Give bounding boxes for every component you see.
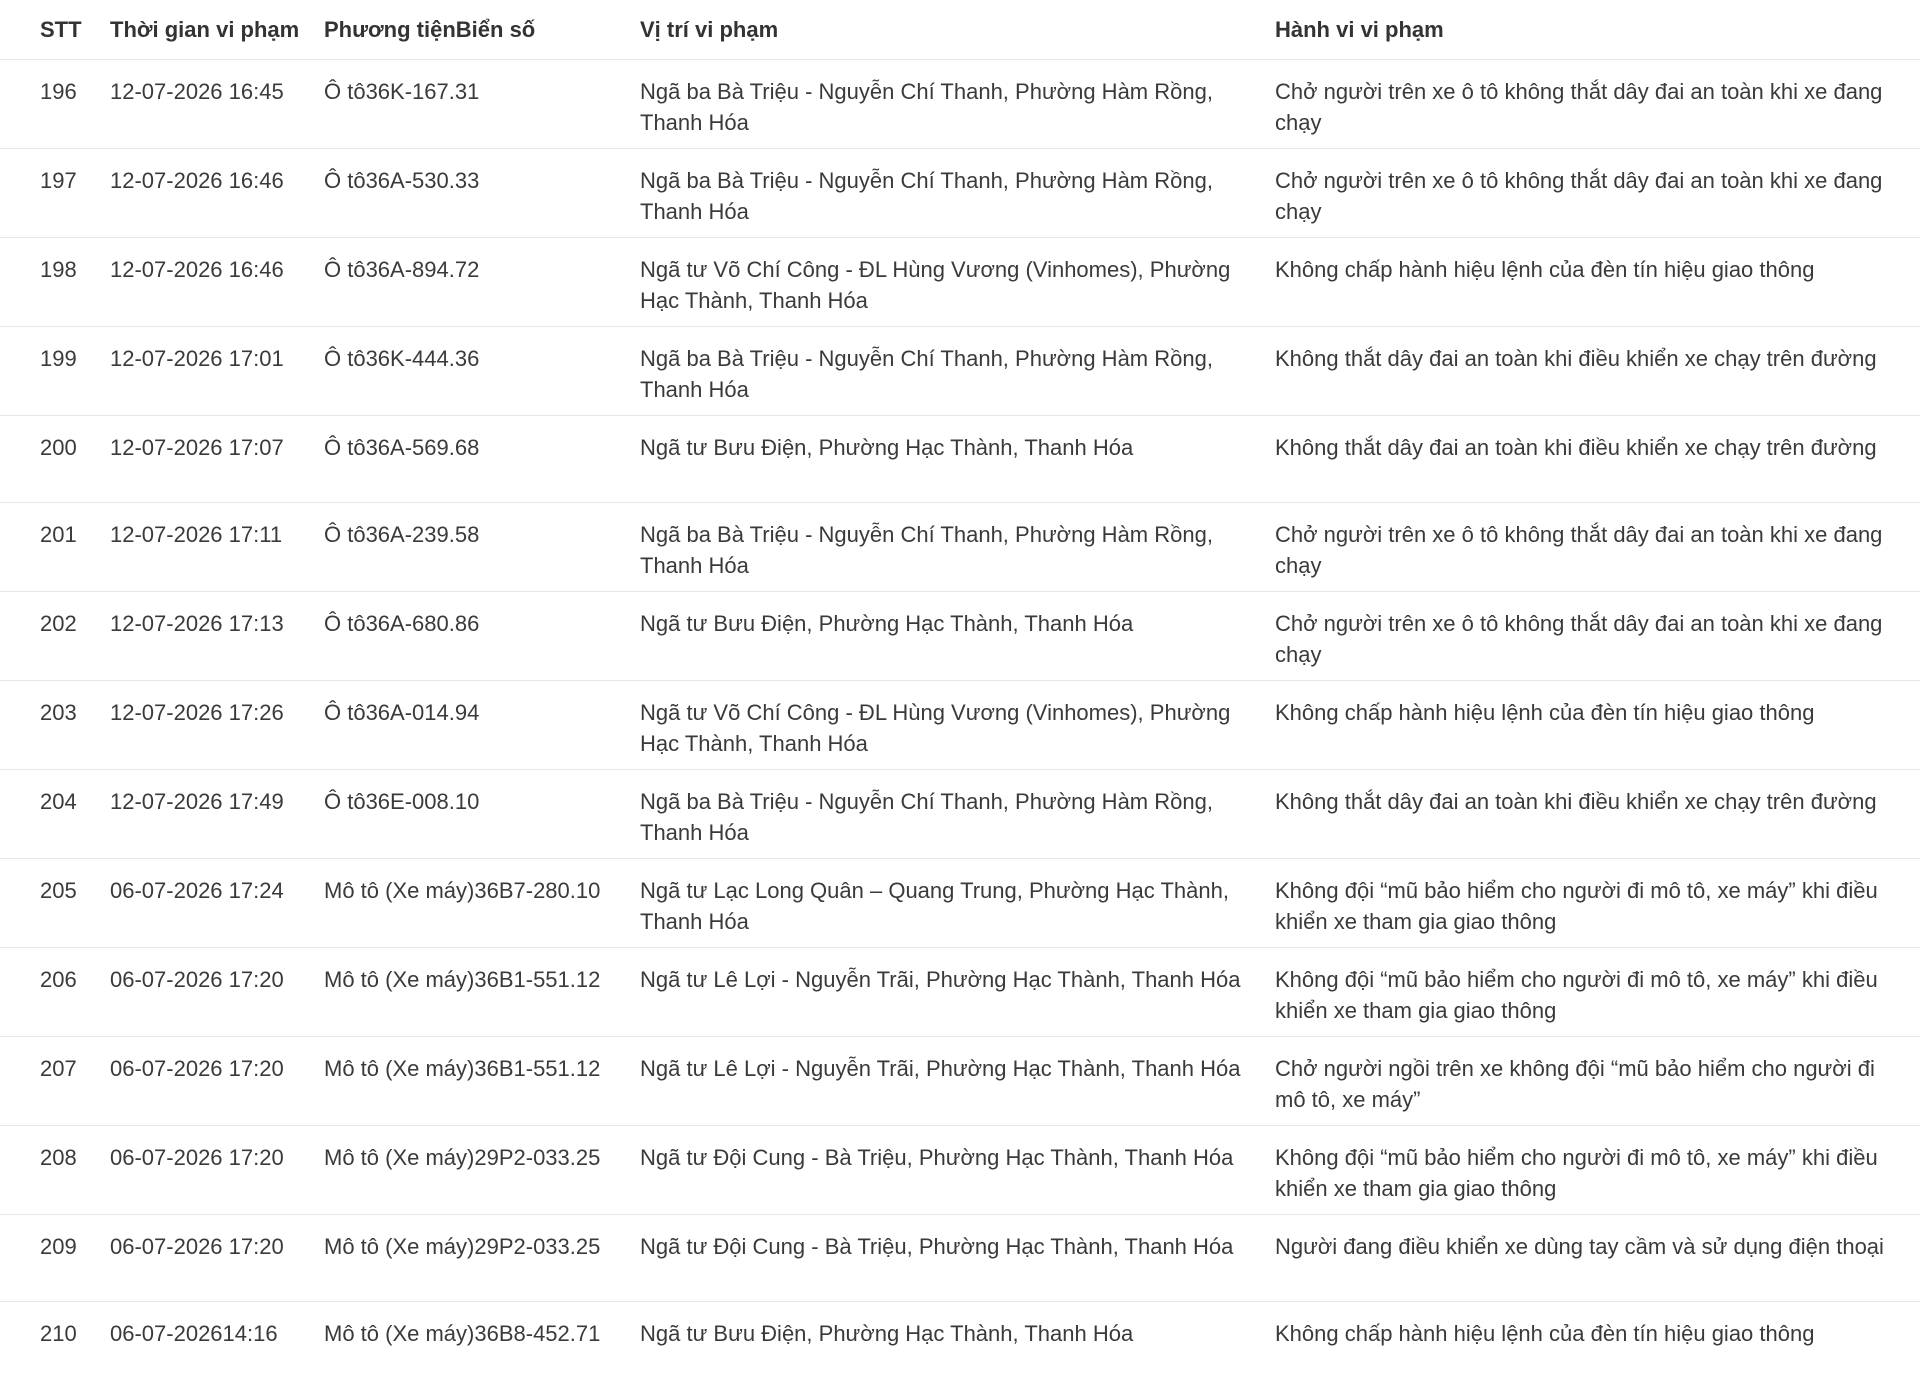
- table-row[interactable]: [0, 60, 1920, 149]
- cell-stt: 208: [0, 1126, 110, 1215]
- cell-violation-behavior: Không chấp hành hiệu lệnh của đèn tín hiệu giao thông: [1275, 1302, 1920, 1388]
- cell-vehicle-plate: Ô tô36K-167.31: [324, 60, 640, 149]
- cell-stt: 203: [0, 681, 110, 770]
- cell-location: Ngã ba Bà Triệu - Nguyễn Chí Thanh, Phường Hàm Rồng, Thanh Hóa: [640, 60, 1275, 149]
- cell-location: Ngã tư Đội Cung - Bà Triệu, Phường Hạc Thành, Thanh Hóa: [640, 1215, 1275, 1302]
- cell-stt: 197: [0, 149, 110, 238]
- cell-violation-time: 12-07-2026 17:11: [110, 503, 324, 592]
- cell-violation-time: 12-07-2026 16:46: [110, 238, 324, 327]
- table-row[interactable]: [0, 592, 1920, 681]
- table-row[interactable]: [0, 1126, 1920, 1215]
- cell-vehicle-plate: Mô tô (Xe máy)36B1-551.12: [324, 948, 640, 1037]
- cell-location: Ngã ba Bà Triệu - Nguyễn Chí Thanh, Phường Hàm Rồng, Thanh Hóa: [640, 327, 1275, 416]
- cell-location: Ngã tư Lê Lợi - Nguyễn Trãi, Phường Hạc Thành, Thanh Hóa: [640, 1037, 1275, 1126]
- cell-vehicle-plate: Mô tô (Xe máy)29P2-033.25: [324, 1126, 640, 1215]
- cell-stt: 204: [0, 770, 110, 859]
- table-row[interactable]: [0, 859, 1920, 948]
- cell-violation-time: 12-07-2026 16:45: [110, 60, 324, 149]
- cell-location: Ngã tư Võ Chí Công - ĐL Hùng Vương (Vinhomes), Phường Hạc Thành, Thanh Hóa: [640, 681, 1275, 770]
- cell-violation-time: 06-07-2026 17:24: [110, 859, 324, 948]
- cell-stt: 196: [0, 60, 110, 149]
- cell-violation-time: 12-07-2026 16:46: [110, 149, 324, 238]
- cell-stt: 207: [0, 1037, 110, 1126]
- cell-violation-behavior: Không thắt dây đai an toàn khi điều khiển xe chạy trên đường: [1275, 416, 1920, 503]
- cell-violation-time: 12-07-2026 17:49: [110, 770, 324, 859]
- cell-location: Ngã tư Võ Chí Công - ĐL Hùng Vương (Vinhomes), Phường Hạc Thành, Thanh Hóa: [640, 238, 1275, 327]
- cell-vehicle-plate: Mô tô (Xe máy)36B1-551.12: [324, 1037, 640, 1126]
- cell-violation-behavior: Không chấp hành hiệu lệnh của đèn tín hiệu giao thông: [1275, 681, 1920, 770]
- cell-violation-behavior: Không thắt dây đai an toàn khi điều khiển xe chạy trên đường: [1275, 327, 1920, 416]
- cell-vehicle-plate: Ô tô36A-569.68: [324, 416, 640, 503]
- cell-location: Ngã tư Lê Lợi - Nguyễn Trãi, Phường Hạc Thành, Thanh Hóa: [640, 948, 1275, 1037]
- cell-stt: 209: [0, 1215, 110, 1302]
- cell-vehicle-plate: Ô tô36E-008.10: [324, 770, 640, 859]
- cell-stt: 210: [0, 1302, 110, 1388]
- header-stt[interactable]: STT: [0, 0, 110, 60]
- header-time[interactable]: Thời gian vi phạm: [110, 0, 324, 60]
- cell-vehicle-plate: Mô tô (Xe máy)36B8-452.71: [324, 1302, 640, 1388]
- cell-violation-behavior: Chở người trên xe ô tô không thắt dây đai an toàn khi xe đang chạy: [1275, 503, 1920, 592]
- cell-violation-behavior: Không chấp hành hiệu lệnh của đèn tín hiệu giao thông: [1275, 238, 1920, 327]
- cell-vehicle-plate: Ô tô36A-680.86: [324, 592, 640, 681]
- table-row[interactable]: [0, 1215, 1920, 1302]
- cell-violation-behavior: Người đang điều khiển xe dùng tay cầm và sử dụng điện thoại: [1275, 1215, 1920, 1302]
- cell-violation-behavior: Không đội “mũ bảo hiểm cho người đi mô tô, xe máy” khi điều khiển xe tham gia giao thông: [1275, 1126, 1920, 1215]
- cell-vehicle-plate: Ô tô36K-444.36: [324, 327, 640, 416]
- cell-violation-time: 12-07-2026 17:13: [110, 592, 324, 681]
- cell-location: Ngã tư Bưu Điện, Phường Hạc Thành, Thanh Hóa: [640, 592, 1275, 681]
- cell-violation-time: 06-07-202614:16: [110, 1302, 324, 1388]
- cell-violation-time: 12-07-2026 17:26: [110, 681, 324, 770]
- cell-violation-behavior: Chở người trên xe ô tô không thắt dây đai an toàn khi xe đang chạy: [1275, 60, 1920, 149]
- cell-stt: 198: [0, 238, 110, 327]
- header-violation[interactable]: Hành vi vi phạm: [1275, 0, 1920, 60]
- table-row[interactable]: [0, 149, 1920, 238]
- cell-violation-behavior: Chở người ngồi trên xe không đội “mũ bảo hiểm cho người đi mô tô, xe máy”: [1275, 1037, 1920, 1126]
- cell-violation-time: 06-07-2026 17:20: [110, 1215, 324, 1302]
- table-row[interactable]: [0, 416, 1920, 503]
- cell-vehicle-plate: Ô tô36A-014.94: [324, 681, 640, 770]
- cell-location: Ngã ba Bà Triệu - Nguyễn Chí Thanh, Phường Hàm Rồng, Thanh Hóa: [640, 770, 1275, 859]
- cell-violation-time: 06-07-2026 17:20: [110, 1037, 324, 1126]
- cell-location: Ngã tư Đội Cung - Bà Triệu, Phường Hạc Thành, Thanh Hóa: [640, 1126, 1275, 1215]
- cell-stt: 199: [0, 327, 110, 416]
- cell-violation-behavior: Chở người trên xe ô tô không thắt dây đai an toàn khi xe đang chạy: [1275, 592, 1920, 681]
- header-row: [0, 0, 1920, 60]
- table-row[interactable]: [0, 948, 1920, 1037]
- cell-violation-behavior: Chở người trên xe ô tô không thắt dây đai an toàn khi xe đang chạy: [1275, 149, 1920, 238]
- cell-violation-behavior: Không đội “mũ bảo hiểm cho người đi mô tô, xe máy” khi điều khiển xe tham gia giao thông: [1275, 948, 1920, 1037]
- cell-violation-time: 06-07-2026 17:20: [110, 948, 324, 1037]
- cell-violation-time: 12-07-2026 17:01: [110, 327, 324, 416]
- cell-location: Ngã tư Bưu Điện, Phường Hạc Thành, Thanh Hóa: [640, 1302, 1275, 1388]
- cell-vehicle-plate: Ô tô36A-530.33: [324, 149, 640, 238]
- cell-stt: 206: [0, 948, 110, 1037]
- table-row[interactable]: [0, 503, 1920, 592]
- cell-location: Ngã tư Bưu Điện, Phường Hạc Thành, Thanh Hóa: [640, 416, 1275, 503]
- cell-location: Ngã ba Bà Triệu - Nguyễn Chí Thanh, Phường Hàm Rồng, Thanh Hóa: [640, 503, 1275, 592]
- cell-vehicle-plate: Ô tô36A-239.58: [324, 503, 640, 592]
- cell-stt: 205: [0, 859, 110, 948]
- header-vehicle[interactable]: Phương tiệnBiển số: [324, 0, 640, 60]
- cell-stt: 200: [0, 416, 110, 503]
- table-row[interactable]: [0, 1037, 1920, 1126]
- table-header: [0, 0, 1920, 60]
- table-row[interactable]: [0, 327, 1920, 416]
- cell-stt: 201: [0, 503, 110, 592]
- cell-violation-behavior: Không thắt dây đai an toàn khi điều khiển xe chạy trên đường: [1275, 770, 1920, 859]
- cell-vehicle-plate: Mô tô (Xe máy)36B7-280.10: [324, 859, 640, 948]
- cell-violation-behavior: Không đội “mũ bảo hiểm cho người đi mô tô, xe máy” khi điều khiển xe tham gia giao thông: [1275, 859, 1920, 948]
- cell-violation-time: 06-07-2026 17:20: [110, 1126, 324, 1215]
- header-location[interactable]: Vị trí vi phạm: [640, 0, 1275, 60]
- cell-location: Ngã tư Lạc Long Quân – Quang Trung, Phường Hạc Thành, Thanh Hóa: [640, 859, 1275, 948]
- cell-vehicle-plate: Mô tô (Xe máy)29P2-033.25: [324, 1215, 640, 1302]
- cell-violation-time: 12-07-2026 17:07: [110, 416, 324, 503]
- table-body: [0, 60, 1920, 1388]
- table-row[interactable]: [0, 681, 1920, 770]
- cell-location: Ngã ba Bà Triệu - Nguyễn Chí Thanh, Phường Hàm Rồng, Thanh Hóa: [640, 149, 1275, 238]
- table-row[interactable]: [0, 238, 1920, 327]
- cell-vehicle-plate: Ô tô36A-894.72: [324, 238, 640, 327]
- table-row[interactable]: [0, 770, 1920, 859]
- cell-stt: 202: [0, 592, 110, 681]
